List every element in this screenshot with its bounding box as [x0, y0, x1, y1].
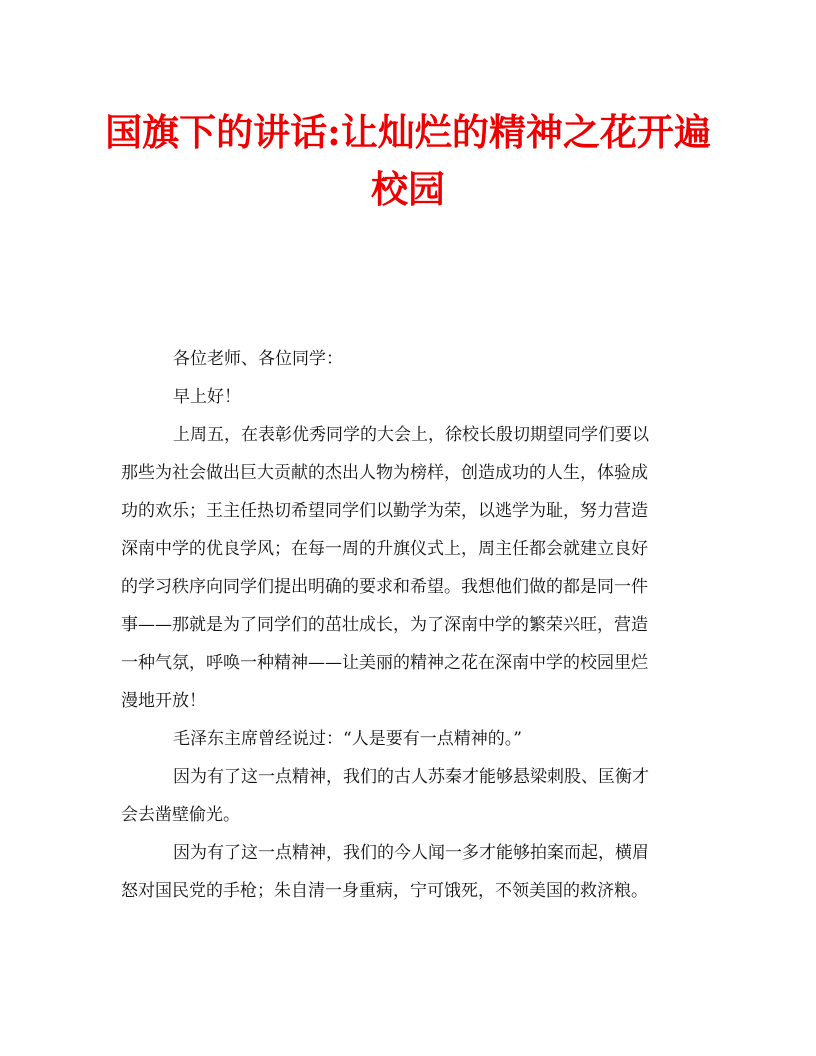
paragraph-line: 会去凿壁偷光。 — [121, 805, 240, 825]
paragraph-last-friday — [121, 416, 699, 720]
paragraph-line: 一种气氛，呼唤一种精神——让美丽的精神之花在深南中学的校园里烂 — [121, 653, 648, 673]
paragraph-line: 上周五，在表彰优秀同学的大会上，徐校长殷切期望同学们要以 — [173, 425, 649, 445]
paragraph-line: 深南中学的优良学风；在每一周的升旗仪式上，周主任都会就建立良好 — [121, 539, 648, 559]
document-title — [100, 104, 716, 218]
paragraph-line: 怒对国民党的手枪；朱自清一身重病，宁可饿死，不领美国的救济粮。 — [121, 881, 648, 901]
paragraph-ancients — [121, 758, 699, 834]
paragraph-line: 漫地开放！ — [121, 691, 206, 711]
paragraph-line: 那些为社会做出巨大贡献的杰出人物为榜样，创造成功的人生，体验成 — [121, 463, 648, 483]
paragraph-mao-quote — [121, 720, 699, 758]
paragraph-line: 早上好！ — [173, 387, 241, 407]
paragraph-line: 的学习秩序向同学们提出明确的要求和希望。我想他们做的都是同一件 — [121, 577, 648, 597]
paragraph-line: 毛泽东主席曾经说过：“人是要有一点精神的。” — [173, 729, 522, 749]
paragraph-good-morning — [121, 378, 699, 416]
paragraph-line: 各位老师、各位同学： — [173, 349, 343, 369]
paragraph-line: 因为有了这一点精神，我们的今人闻一多才能够拍案而起，横眉 — [173, 843, 649, 863]
document-body — [121, 340, 699, 910]
paragraph-line: 因为有了这一点精神，我们的古人苏秦才能够悬梁刺股、匡衡才 — [173, 767, 649, 787]
title-line-1: 国旗下的讲话:让灿烂的精神之花开遍 — [105, 110, 711, 154]
paragraph-line: 事——那就是为了同学们的茁壮成长，为了深南中学的繁荣兴旺，营造 — [121, 615, 648, 635]
title-line-2: 校园 — [371, 167, 445, 211]
paragraph-greeting — [121, 340, 699, 378]
paragraph-moderns — [121, 834, 699, 910]
paragraph-line: 功的欢乐；王主任热切希望同学们以勤学为荣，以逃学为耻，努力营造 — [121, 501, 648, 521]
